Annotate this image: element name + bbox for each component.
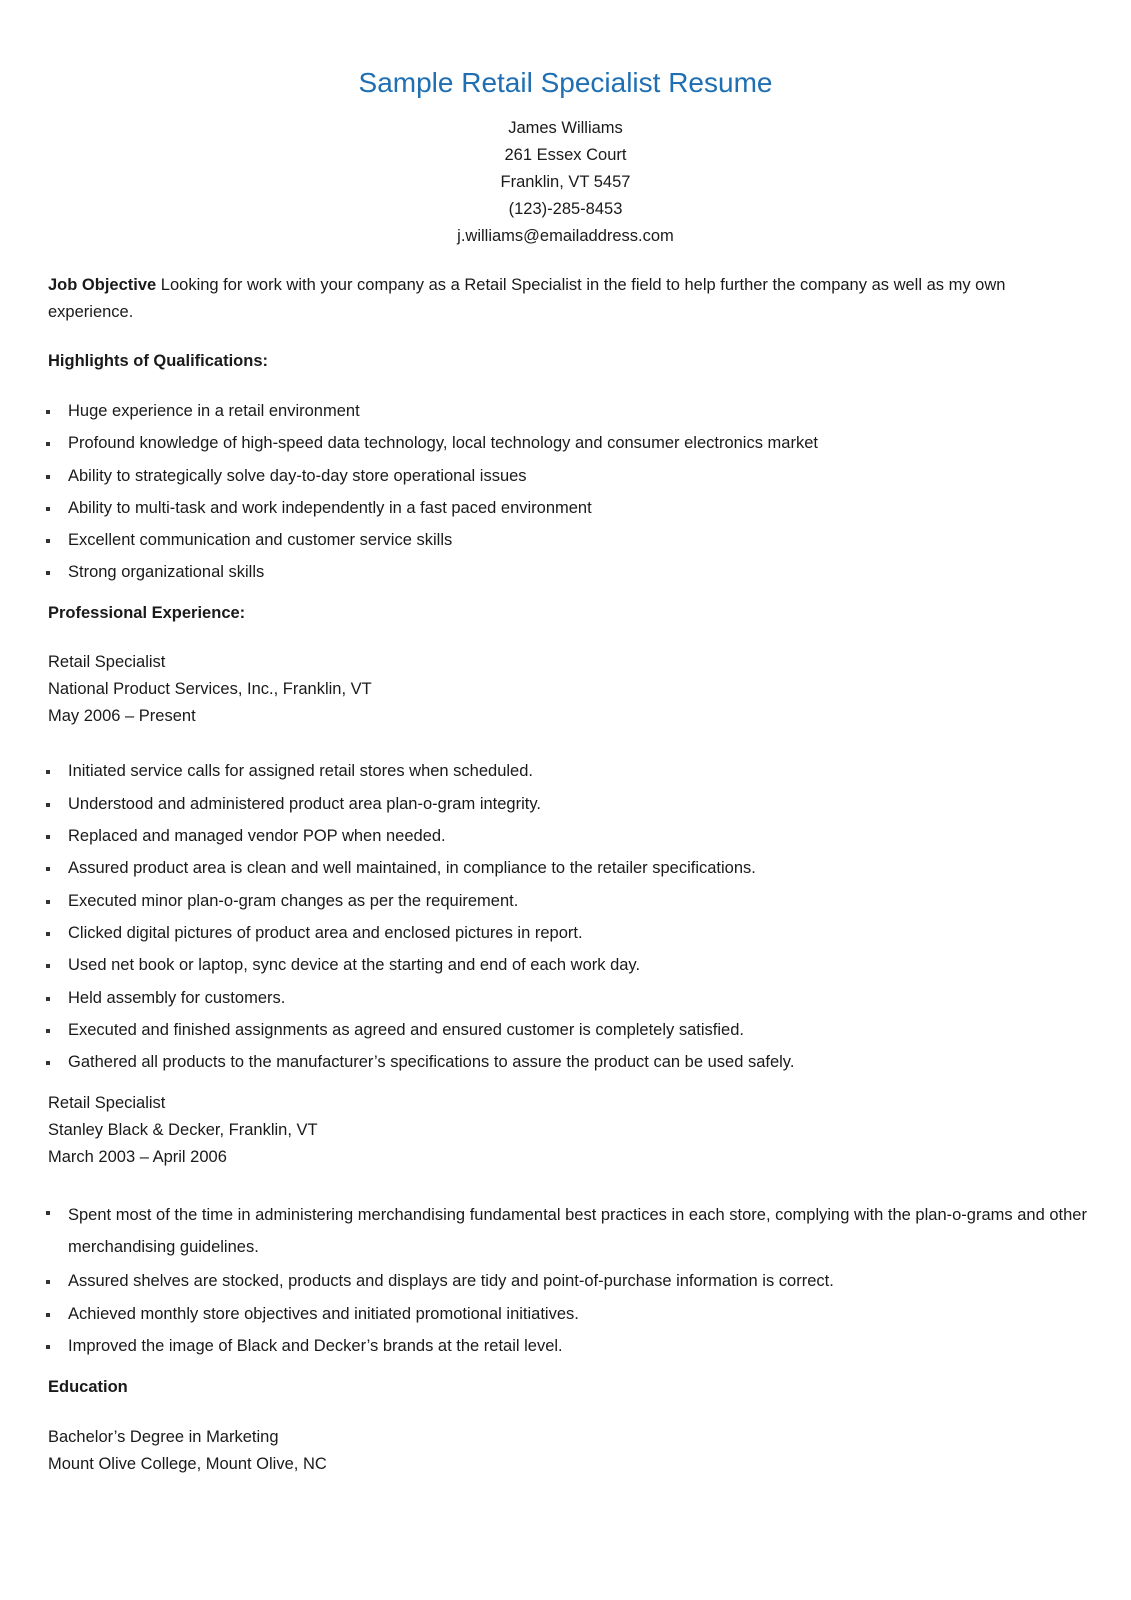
list-item: Executed minor plan-o-gram changes as per the requirement. <box>48 888 1088 915</box>
experience-heading: Professional Experience: <box>48 604 246 623</box>
job-company: Stanley Black & Decker, Franklin, VT <box>48 1121 318 1140</box>
list-item: Replaced and managed vendor POP when needed. <box>48 823 1088 850</box>
job-objective <box>48 272 1088 326</box>
highlights-heading: Highlights of Qualifications: <box>48 352 268 370</box>
list-item: Strong organizational skills <box>48 559 1088 586</box>
list-item: Assured product area is clean and well maintained, in compliance to the retailer specifications. <box>48 855 1088 882</box>
list-item: Achieved monthly store objectives and initiated promotional initiatives. <box>48 1301 1088 1328</box>
job-dates: March 2003 – April 2006 <box>48 1148 227 1167</box>
list-item: Excellent communication and customer service skills <box>48 527 1088 554</box>
list-item: Understood and administered product area plan-o-gram integrity. <box>48 791 1088 818</box>
contact-block <box>0 115 1131 250</box>
list-item: Used net book or laptop, sync device at the starting and end of each work day. <box>48 952 1088 979</box>
contact-city: Franklin, VT 5457 <box>500 173 631 191</box>
job-objective-label: Job Objective <box>48 276 157 294</box>
list-item: Gathered all products to the manufacturer’s specifications to assure the product can be used safely. <box>48 1049 1088 1076</box>
job-1-header <box>48 649 1088 730</box>
education-degree: Bachelor’s Degree in Marketing <box>48 1428 279 1447</box>
list-item: Huge experience in a retail environment <box>48 398 1088 425</box>
list-item: Improved the image of Black and Decker’s brands at the retail level. <box>48 1333 1088 1360</box>
page-title: Sample Retail Specialist Resume <box>358 67 773 98</box>
highlights-list <box>48 398 1088 586</box>
list-item: Profound knowledge of high-speed data technology, local technology and consumer electronics market <box>48 430 1088 457</box>
list-item: Clicked digital pictures of product area and enclosed pictures in report. <box>48 920 1088 947</box>
job-title: Retail Specialist <box>48 653 166 672</box>
list-item: Assured shelves are stocked, products and displays are tidy and point-of-purchase information is correct. <box>48 1268 1088 1295</box>
job-2-duties <box>48 1199 1088 1360</box>
resume-content <box>48 272 1088 1478</box>
contact-name: James Williams <box>508 119 623 137</box>
job-title: Retail Specialist <box>48 1094 166 1113</box>
education-heading: Education <box>48 1378 128 1397</box>
list-item: Spent most of the time in administering merchandising fundamental best practices in each store, complying with the plan-o-grams and other merchandising guidelines. <box>48 1199 1088 1263</box>
education-block <box>48 1424 1088 1478</box>
contact-phone: (123)-285-8453 <box>508 200 623 218</box>
list-item: Ability to strategically solve day-to-day store operational issues <box>48 463 1088 490</box>
job-2-header <box>48 1090 1088 1171</box>
job-objective-text: Looking for work with your company as a Retail Specialist in the field to help further the company as well as my own experience. <box>48 276 1006 321</box>
job-dates: May 2006 – Present <box>48 707 196 726</box>
list-item: Executed and finished assignments as agreed and ensured customer is completely satisfied. <box>48 1017 1088 1044</box>
job-1-duties <box>48 758 1088 1076</box>
job-company: National Product Services, Inc., Franklin, VT <box>48 680 372 699</box>
contact-email: j.williams@emailaddress.com <box>457 227 674 245</box>
list-item: Initiated service calls for assigned retail stores when scheduled. <box>48 758 1088 785</box>
list-item: Held assembly for customers. <box>48 985 1088 1012</box>
list-item: Ability to multi-task and work independently in a fast paced environment <box>48 495 1088 522</box>
education-school: Mount Olive College, Mount Olive, NC <box>48 1455 327 1474</box>
contact-street: 261 Essex Court <box>504 146 627 164</box>
